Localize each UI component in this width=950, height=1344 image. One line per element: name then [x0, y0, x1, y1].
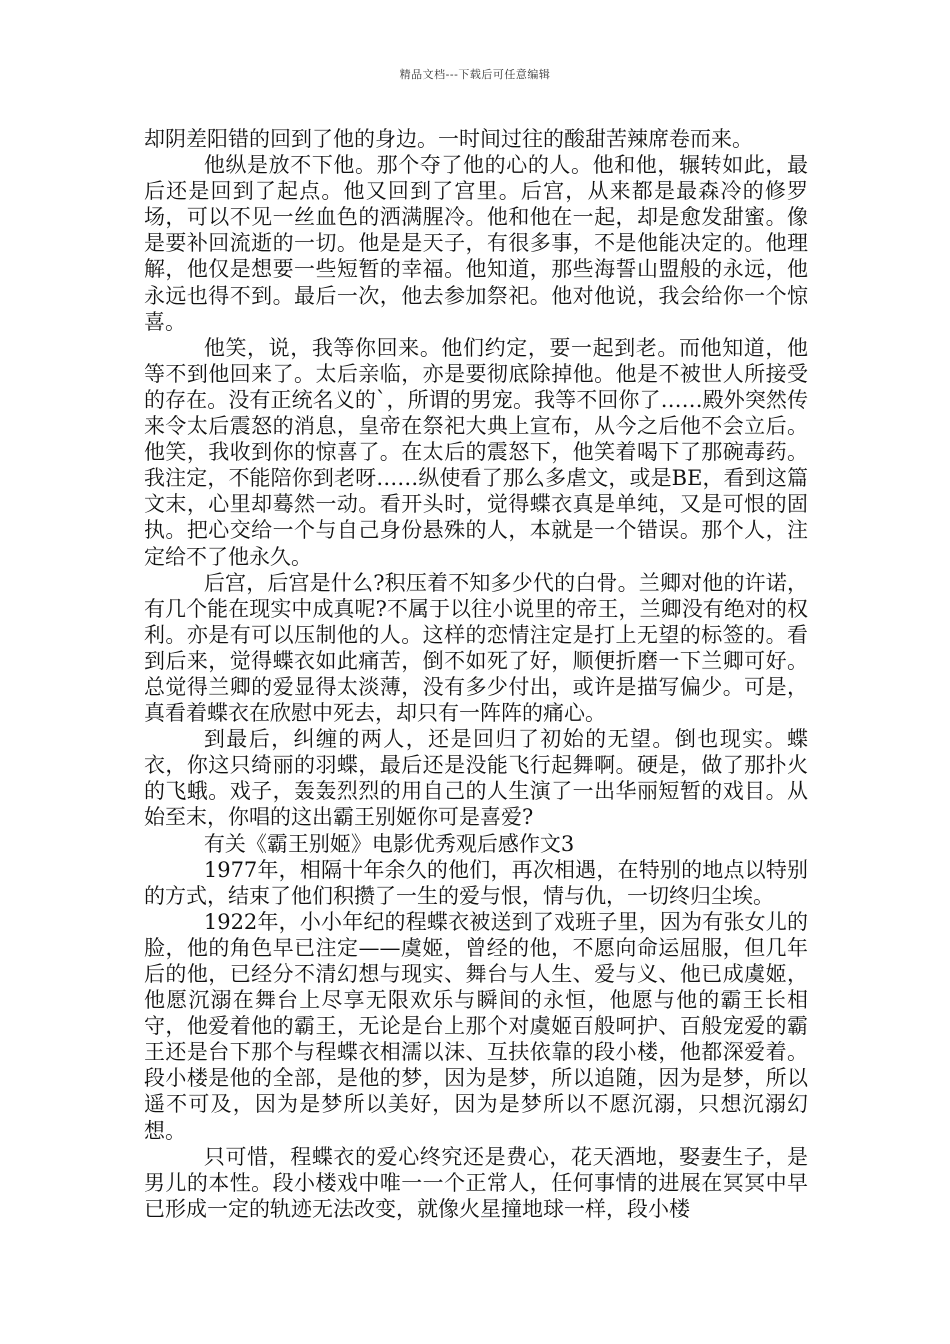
paragraph: 后宫，后宫是什么?积压着不知多少代的白骨。兰卿对他的许诺，有几个能在现实中成真呢?不属于以往小说里的帝王，兰卿没有绝对的权利。亦是有可以压制他的人。这样的恋情注定是打上无望的标签的。看到后来，觉得蝶衣如此痛苦，倒不如死了好，顺便折磨一下兰卿可好。总觉得兰卿的爱显得太淡薄，没有多少付出，或许是描写偏少。可是，真看着蝶衣在欣慰中死去，却只有一阵阵的痛心。: [144, 570, 808, 726]
document-body: [144, 126, 808, 1222]
paragraph: 他纵是放不下他。那个夺了他的心的人。他和他，辗转如此，最后还是回到了起点。他又回到了宫里。后宫，从来都是最森冷的修罗场，可以不见一丝血色的洒满腥冷。他和他在一起，却是愈发甜蜜。像是要补回流逝的一切。他是是天子，有很多事，不是他能决定的。他理解，他仅是想要一些短暂的幸福。他知道，那些海誓山盟般的永远，他永远也得不到。最后一次，他去参加祭祀。他对他说，我会给你一个惊喜。: [144, 153, 808, 334]
paragraph: 只可惜，程蝶衣的爱心终究还是费心，花天酒地，娶妻生子，是男儿的本性。段小楼戏中唯一一个正常人，任何事情的进展在冥冥中早已形成一定的轨迹无法改变，就像火星撞地球一样，段小楼: [144, 1144, 808, 1221]
paragraph: 却阴差阳错的回到了他的身边。一时间过往的酸甜苦辣席卷而来。: [144, 127, 753, 151]
paragraph: 到最后，纠缠的两人，还是回归了初始的无望。倒也现实。蝶衣，你这只绮丽的羽蝶，最后还是没能飞行起舞啊。硬是，做了那扑火的飞蛾。戏子，轰轰烈烈的用自己的人生演了一出华丽短暂的戏目。从始至末，你唱的这出霸王别姬你可是喜爱?: [144, 727, 808, 830]
paragraph: 1977年，相隔十年余久的他们，再次相遇，在特别的地点以特别的方式，结束了他们积攒了一生的爱与恨，情与仇，一切终归尘埃。: [144, 857, 808, 908]
paragraph: 他笑，说，我等你回来。他们约定，要一起到老。而他知道，他等不到他回来了。太后亲临，亦是要彻底除掉他。他是不被世人所接受的存在。没有正统名义的ˋ，所谓的男宠。我等不回你了……殿外突然传来令太后震怒的消息，皇帝在祭祀大典上宣布，从今之后他不会立后。他笑，我收到你的惊喜了。在太后的震怒下，他笑着喝下了那碗毒药。我注定，不能陪你到老呀……纵使看了那么多虐文，或是BE，看到这篇文末，心里却蓦然一动。看开头时，觉得蝶衣真是单纯，又是可恨的固执。把心交给一个与自己身份悬殊的人，本就是一个错误。那个人，注定给不了他永久。: [144, 335, 808, 569]
paragraph: 1922年，小小年纪的程蝶衣被送到了戏班子里，因为有张女儿的脸，他的角色早已注定——虞姬，曾经的他，不愿向命运屈服，但几年后的他，已经分不清幻想与现实、舞台与人生、爱与义、他已成虞姬，他愿沉溺在舞台上尽享无限欢乐与瞬间的永恒，他愿与他的霸王长相守，他爱着他的霸王，无论是台上那个对虞姬百般呵护、百般宠爱的霸王还是台下那个与程蝶衣相濡以沫、互扶依靠的段小楼，他都深爱着。段小楼是他的全部，是他的梦，因为是梦，所以追随，因为是梦，所以遥不可及，因为是梦所以美好，因为是梦所以不愿沉溺，只想沉溺幻想。: [144, 909, 808, 1143]
section-heading: 有关《霸王别姬》电影优秀观后感作文3: [203, 831, 575, 856]
page-header: 精品文档---下载后可任意编辑: [399, 68, 551, 81]
